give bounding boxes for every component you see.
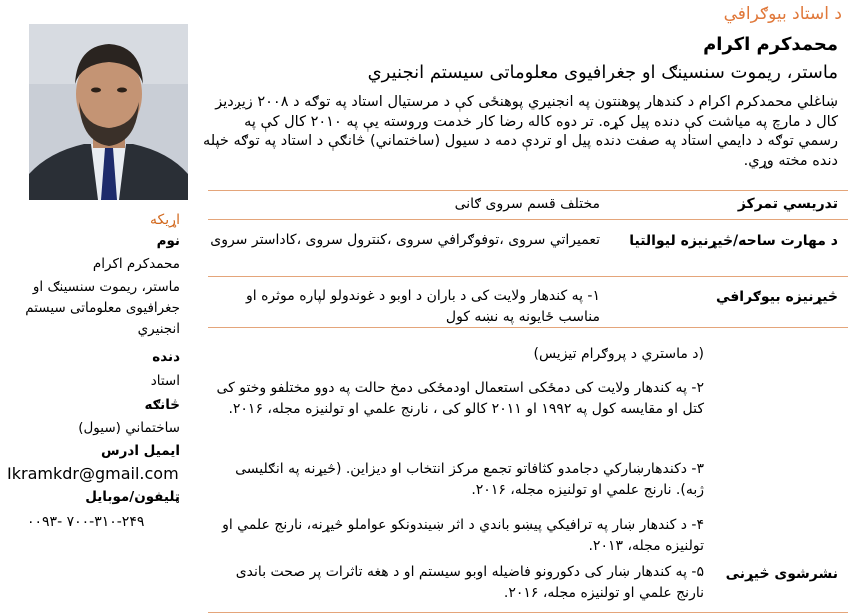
phone-label: ټلیفون/موبایل — [85, 489, 180, 505]
position-label: دنده — [152, 349, 180, 365]
phone-value: ۰۰۹۳- ۷۰۰-۳۱۰-۲۴۹ — [27, 514, 145, 530]
divider — [208, 219, 848, 220]
contact-heading: اړیکه — [150, 212, 180, 228]
position-value: استاد — [150, 373, 180, 389]
name-value: محمدکرم اکرام — [92, 256, 180, 272]
portrait-icon — [29, 24, 188, 200]
section-title: د استاد بیوګرافي — [723, 4, 842, 24]
divider — [208, 276, 848, 277]
publication-3: ۳- دکندهارښارکي دجامدو کثافاتو تجمع مرکز انتخاب او دیزاین. (څیړنه په انګلیسی ژبه). نارنج علمي او تولنیزه مجله، ۲۰۱۶. — [235, 461, 704, 498]
publication-4: ۴- د کندهار ښار په ترافیکي پیښو باندي د اثر ښیندونکو عواملو څیړنه، نارنج علمي او تولنیزه مجله، ۲۰۱۳. — [222, 517, 704, 554]
email-value[interactable]: Ikramkdr@gmail.com — [7, 464, 179, 483]
publications-label: نشرشوی څیړنی — [725, 566, 838, 582]
teaching-focus-label: تدریسي تمرکز — [737, 196, 838, 212]
research-bio-label: څیړنیزه بیوګرافي — [715, 289, 838, 305]
biography-intro: ښاغلي محمدکرم اکرام د کندهار پوهنتون په انجنیري پوهنځی کې د مرستیال استاد په توګه د ۲۰۰۸ زیږدیز کال د مارچ په میاشت کې دنده پیل کړه. تر دوه کاله رضا کار خدمت وروسته یې په ۲۰۱۰ کال کې په رسمي توګه د دایمي استاد په صفت دنده پیل او تردې دمه د سیول (ساختماني) څانګې د استاد په توګه خپله دنده مخته وړي. — [202, 94, 838, 169]
email-label: ایمیل ادرس — [101, 443, 180, 459]
thesis-note: (د ماستري د پروګرام تیزیس) — [533, 346, 704, 362]
teaching-focus-value: مختلف قسم سروی ګانی — [454, 196, 600, 212]
divider — [208, 612, 848, 613]
portrait-photo — [29, 24, 188, 200]
department-value: ساختماني (سیول) — [78, 420, 180, 436]
publication-2: ۲- په کندهار ولایت کی دمځکی استعمال اودمځکی دمخ حالت په دوو مختلفو وختو کی کتل او مقایسه کول په ۱۹۹۲ او ۲۰۱۱ کالو کی ، نارنج علمي او تولنیزه مجله، ۲۰۱۶. — [216, 380, 704, 417]
department-label: څانګه — [144, 397, 180, 413]
expertise-value: تعمیراتي سروی ،توفوګرافي سروی ،کنترول سروی ،کاداستر سروی — [210, 232, 600, 248]
divider — [208, 190, 848, 191]
publication-5: ۵- په کندهار ښار کی دکورونو فاضیله اوبو سیستم او د هغه تاثرات پر صحت باندی نارنج علمي او تولنیزه مجله، ۲۰۱۶. — [235, 564, 704, 601]
name-label: نوم — [156, 233, 180, 249]
degree-value: ماستر، ریموت سنسینګ او جغرافیوی معلوماتی سیستم انجنیري — [25, 279, 180, 337]
research-item-1: ۱- په کندهار ولایت کی د باران د اوبو د غوندولو لپاره موثره او مناسب ځایونه په نښه کول — [245, 288, 600, 325]
expertise-label: د مهارت ساحه/څیړنیزه لیوالتیا — [629, 233, 838, 249]
lecturer-name: محمدکرم اکرام — [703, 34, 838, 55]
lecturer-degree: ماستر، ریموت سنسینګ او جغرافیوی معلوماتی سیستم انجنیري — [367, 62, 838, 83]
